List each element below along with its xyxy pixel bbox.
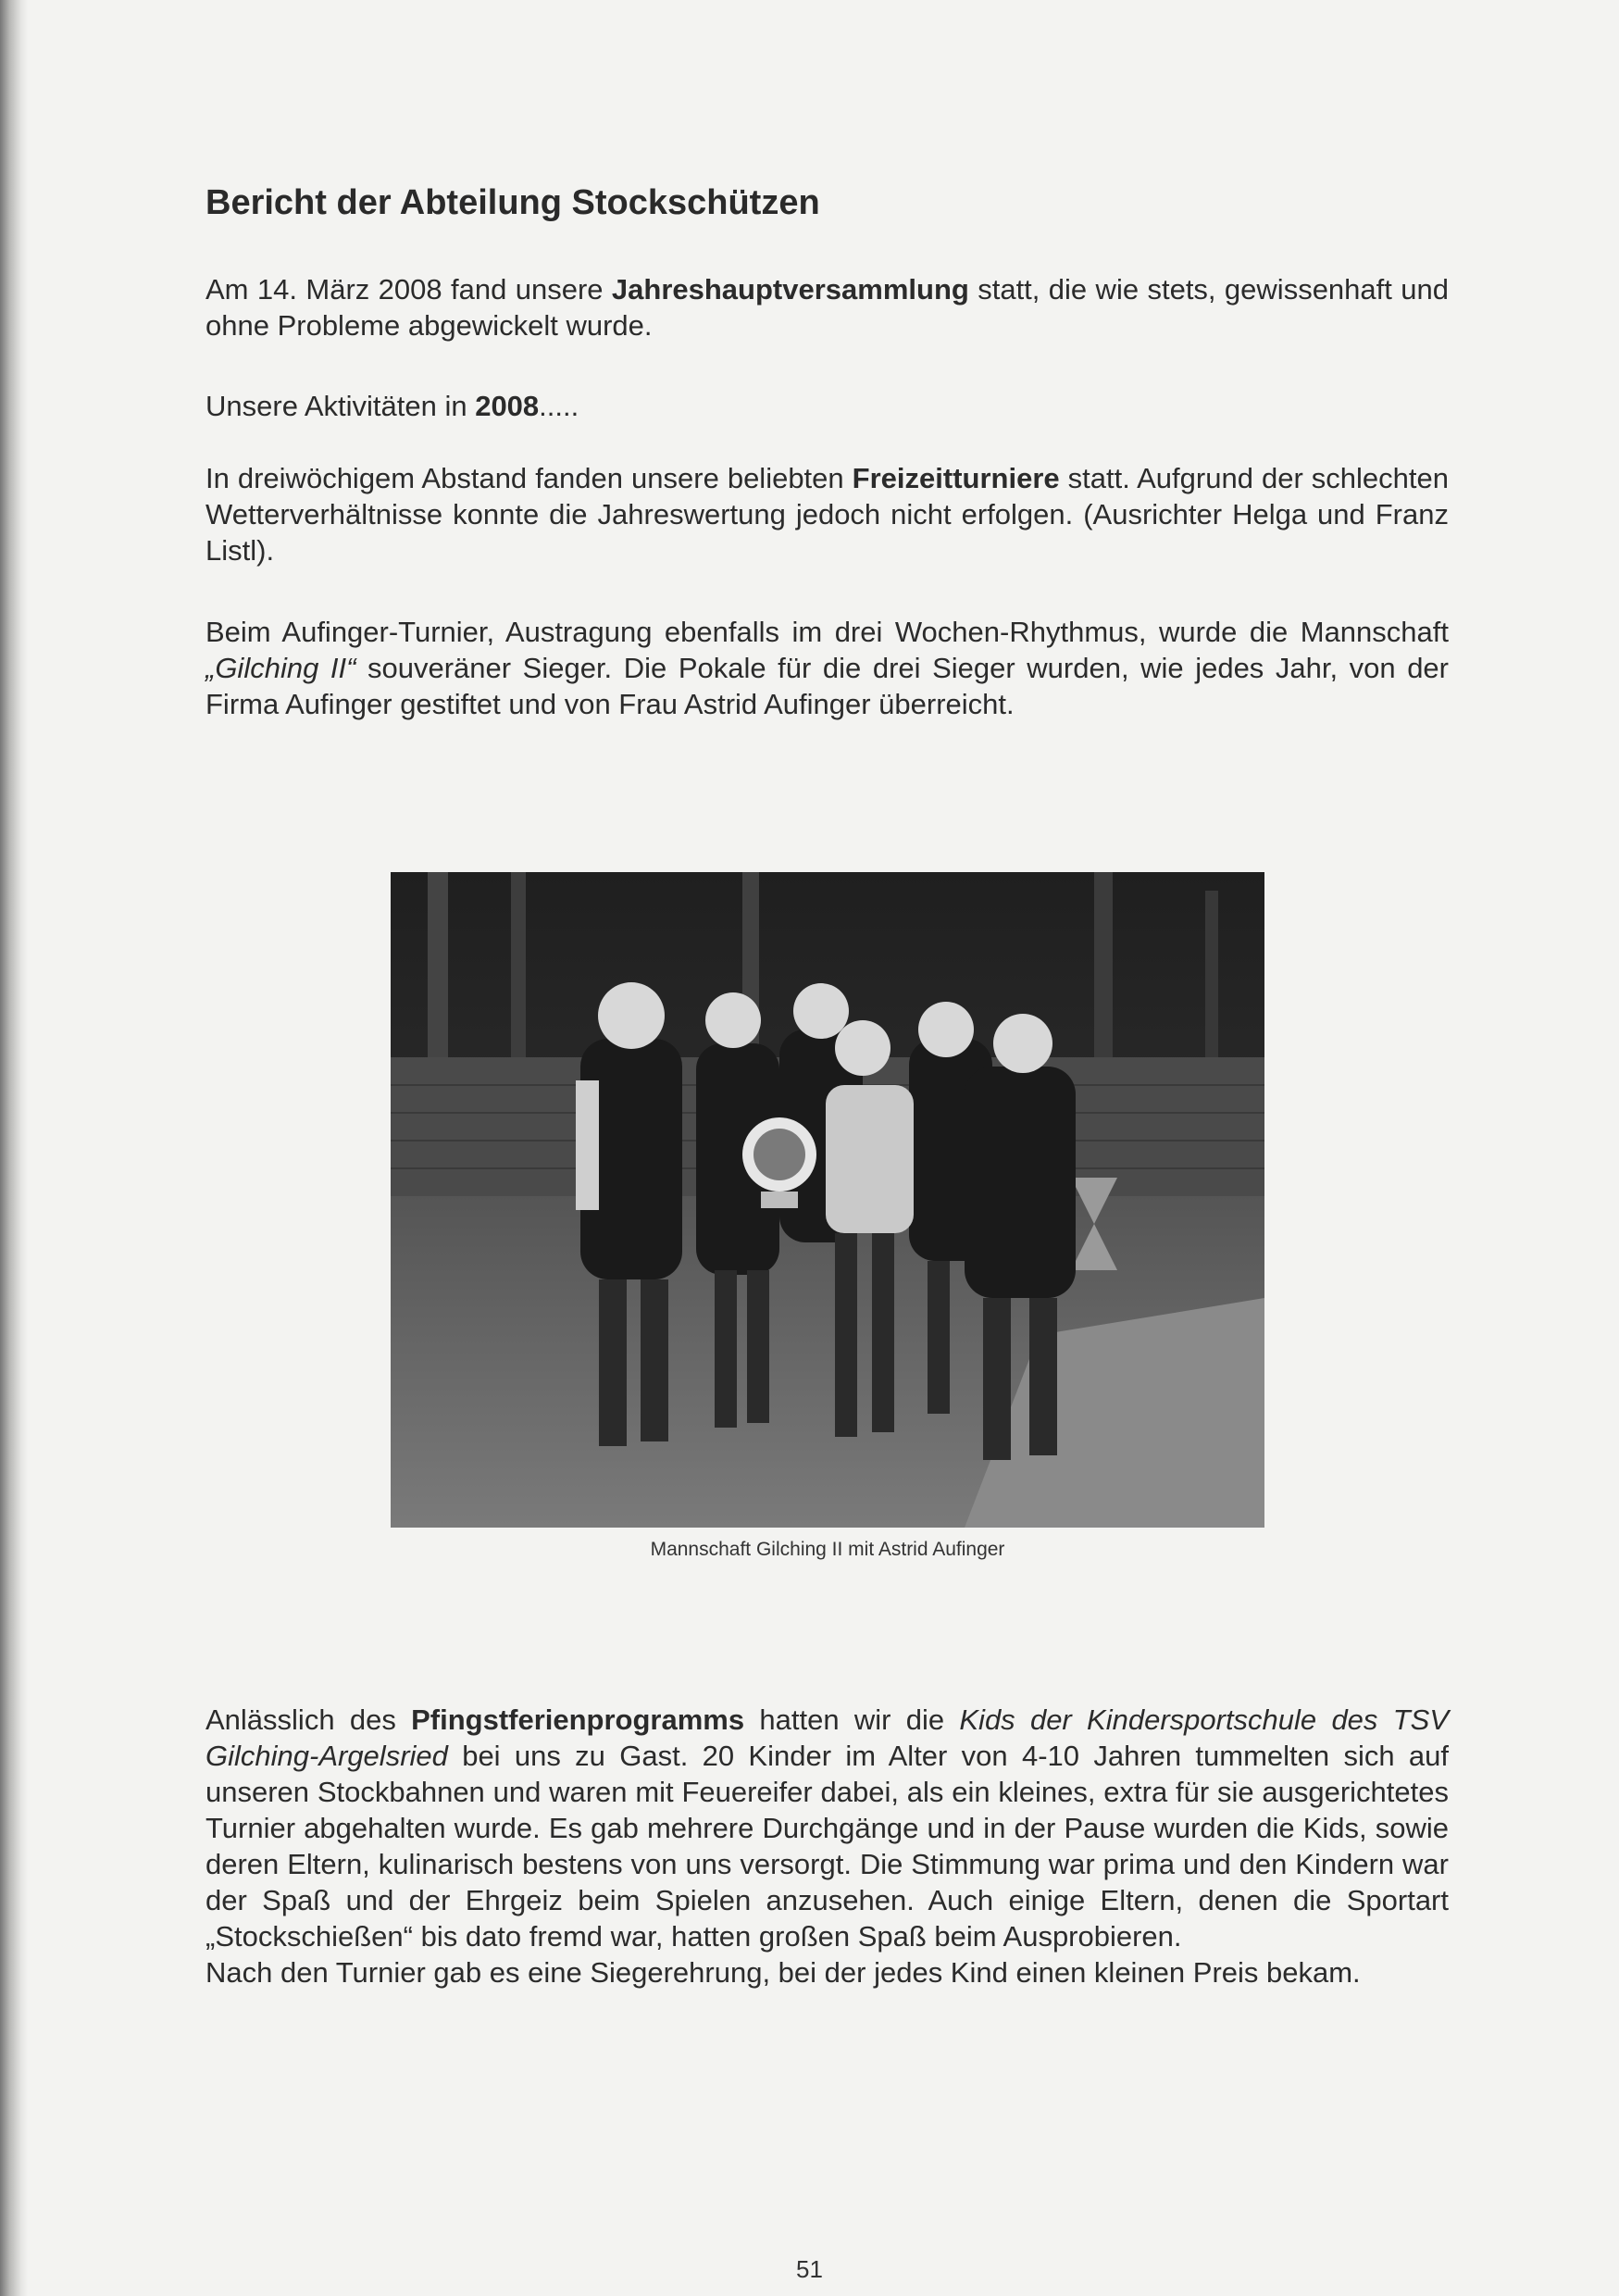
text-segment: Unsere Aktivitäten in bbox=[205, 390, 476, 422]
text-segment: Beim Aufinger-Turnier, Austragung ebenfalls im drei Wochen-Rhythmus, wurde die Mannschaft bbox=[205, 616, 1449, 648]
paragraph-leisure-tournaments bbox=[205, 460, 1449, 568]
text-segment: bei uns zu Gast. 20 Kinder im Alter von 4-10 Jahren tummelten sich auf unseren Stockbahnen und waren mit Feuereifer dabei, als ein kleines, extra für sie ausgerichtetes Turnier abgehalten wurde. Es gab mehrere Durchgänge und in der Pause wurden die Kids, sowie deren Eltern, kulinarisch bestens von uns versorgt. Die Stimmung war prima und den Kindern war der Spaß und der Ehrgeiz beim Spielen anzusehen. Auch einige Eltern, denen die Sportart „Stockschießen“ bis dato fremd war, hatten großen Spaß beim Ausprobieren. bbox=[205, 1740, 1449, 1953]
team-photo bbox=[391, 872, 1264, 1528]
paragraph-activities bbox=[205, 388, 1449, 424]
text-segment: Am 14. März 2008 fand unsere bbox=[205, 273, 612, 306]
photo-caption: Mannschaft Gilching II mit Astrid Aufinger bbox=[650, 1539, 1005, 1560]
bold-term: Freizeitturniere bbox=[852, 462, 1060, 494]
page-heading: Bericht der Abteilung Stockschützen bbox=[205, 183, 820, 222]
page-number: 51 bbox=[796, 2255, 823, 2283]
bold-term: Jahreshauptversammlung bbox=[611, 273, 969, 306]
paragraph-pentecost-program bbox=[205, 1702, 1449, 1990]
bold-year: 2008 bbox=[475, 390, 540, 422]
bold-term: Pfingstferienprogramms bbox=[411, 1703, 745, 1736]
team-photo-illustration bbox=[391, 872, 1264, 1528]
paragraph-annual-meeting bbox=[205, 271, 1449, 343]
text-segment: In dreiwöchigem Abstand fanden unsere beliebten bbox=[205, 462, 853, 494]
text-segment: hatten wir die bbox=[744, 1703, 960, 1736]
text-segment: statt, die wie stets, gewissenhaft und ohne Probleme abgewickelt wurde. bbox=[205, 273, 1449, 342]
text-segment: ..... bbox=[539, 390, 579, 422]
text-segment: souveräner Sieger. Die Pokale für die drei Sieger wurden, wie jedes Jahr, von der Firma Aufinger gestiftet und von Frau Astrid Aufinger überreicht. bbox=[205, 652, 1450, 720]
italic-school-name: Kids der Kindersportschule des TSV Gilching-Argelsried bbox=[205, 1703, 1449, 1772]
text-segment: Anlässlich des bbox=[205, 1703, 412, 1736]
italic-team-name: „Gilching II“ bbox=[205, 652, 356, 684]
text-segment: statt. Aufgrund der schlechten Wetterverhältnisse konnte die Jahreswertung jedoch nicht erfolgen. (Ausrichter Helga und Franz Listl). bbox=[205, 462, 1449, 567]
text-segment-closing: Nach den Turnier gab es eine Siegerehrung, bei der jedes Kind einen kleinen Preis bekam. bbox=[205, 1956, 1361, 1989]
paragraph-aufinger-tournament bbox=[205, 614, 1449, 722]
